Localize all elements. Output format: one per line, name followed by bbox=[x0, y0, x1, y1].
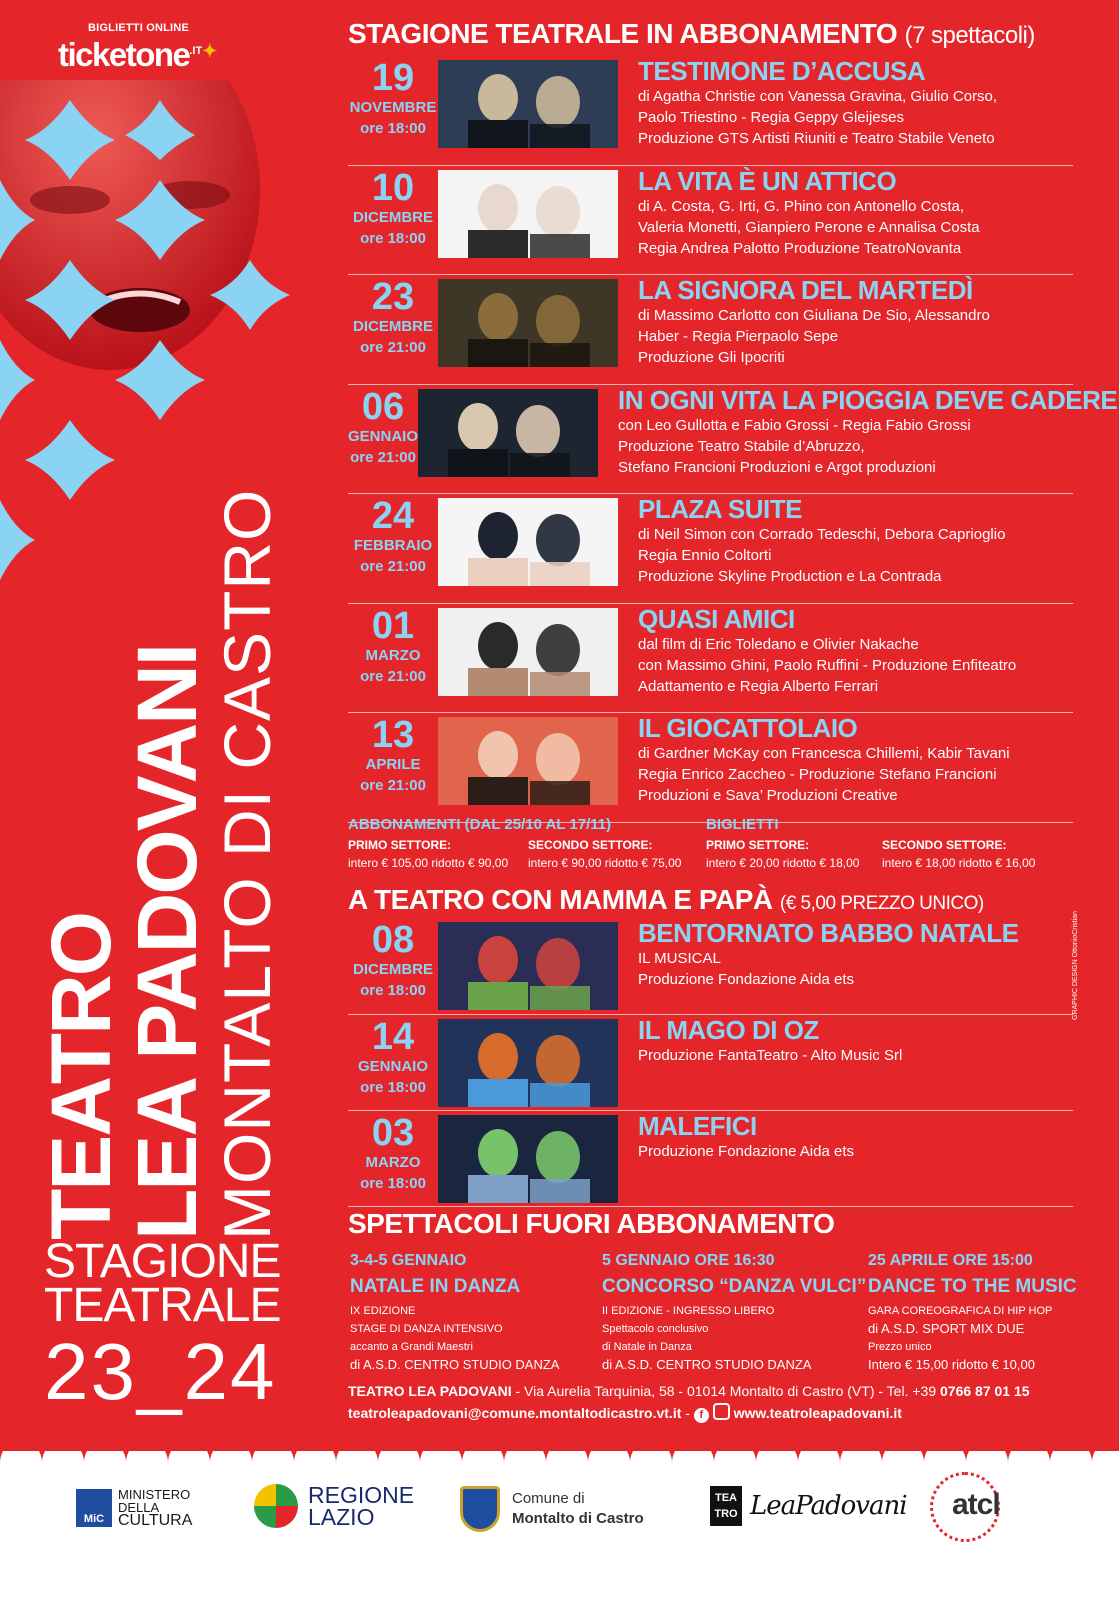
scallop bbox=[714, 1451, 756, 1473]
show-credit-line: Regia Ennio Coltorti bbox=[638, 547, 772, 564]
show-date bbox=[348, 56, 438, 165]
contacts bbox=[348, 1380, 1030, 1424]
scallop bbox=[546, 1451, 588, 1473]
fuori-date: 5 GENNAIO ORE 16:30 bbox=[602, 1252, 775, 1269]
show-time: ore 18:00 bbox=[360, 1175, 426, 1192]
fuori-line: IX EDIZIONE bbox=[350, 1305, 416, 1317]
mic-line2: DELLA bbox=[118, 1500, 160, 1515]
show-date bbox=[348, 166, 438, 275]
show-credit-line: Produzione Fondazione Aida ets bbox=[638, 1143, 854, 1160]
mic-line1: MINISTERO bbox=[118, 1487, 191, 1502]
show-date bbox=[348, 918, 438, 1014]
vertical-title bbox=[34, 488, 284, 1240]
show-photo bbox=[438, 922, 618, 1010]
section-title-family bbox=[348, 884, 984, 916]
lazio-emblem-icon bbox=[254, 1484, 298, 1528]
scallop bbox=[504, 1451, 546, 1473]
show-month: DICEMBRE bbox=[352, 318, 433, 335]
fuori-event-title: CONCORSO “DANZA VULCI” bbox=[602, 1276, 867, 1297]
show-photo bbox=[438, 279, 618, 367]
fuori-line: accanto a Grandi Maestri bbox=[350, 1341, 473, 1353]
show-date bbox=[348, 713, 438, 822]
left-panel bbox=[0, 0, 345, 1490]
scallop bbox=[966, 1451, 1008, 1473]
show-month: NOVEMBRE bbox=[349, 99, 437, 116]
season-year: 23_24 bbox=[44, 1327, 277, 1416]
show-day: 14 bbox=[371, 1016, 415, 1058]
show-month: DICEMBRE bbox=[352, 208, 433, 226]
family-show-row[interactable] bbox=[348, 918, 1073, 1015]
show-month: DICEMBRE bbox=[352, 961, 433, 978]
show-credit-line: Paolo Triestino - Regia Geppy Gleijeses bbox=[638, 109, 904, 126]
show-time: ore 18:00 bbox=[360, 120, 426, 137]
show-credit-line: Haber - Regia Pierpaolo Sepe bbox=[638, 328, 839, 345]
vertical-title-lea-padovani: LEA PADOVANI bbox=[120, 644, 214, 1240]
show-time: ore 18:00 bbox=[360, 1079, 426, 1096]
abb-primo-value: intero € 105,00 ridotto € 90,00 bbox=[348, 856, 509, 870]
abbonamento-title: STAGIONE TEATRALE IN ABBONAMENTO bbox=[348, 18, 898, 49]
show-month: FEBBRAIO bbox=[353, 537, 433, 554]
family-show-row[interactable] bbox=[348, 1111, 1073, 1207]
fuori-event[interactable] bbox=[602, 1250, 867, 1374]
fuori-title: SPETTACOLI FUORI ABBONAMENTO bbox=[348, 1208, 835, 1239]
logo-comune-montalto[interactable] bbox=[460, 1486, 644, 1532]
section-title-abbonamento bbox=[348, 18, 1073, 50]
show-credit-line: di A. Costa, G. Irti, G. Phino con Antonello Costa, bbox=[638, 197, 965, 215]
sponsor-footer bbox=[0, 1462, 1119, 1600]
fuori-line: di A.S.D. CENTRO STUDIO DANZA bbox=[350, 1357, 560, 1372]
show-credit-line: con Massimo Ghini, Paolo Ruffini - Produzione Enfiteatro bbox=[638, 656, 1017, 674]
family-show-row[interactable] bbox=[348, 1015, 1073, 1111]
section-fuori bbox=[348, 1208, 1077, 1372]
show-info bbox=[638, 713, 1073, 822]
ticket-small-label: BIGLIETTI ONLINE bbox=[88, 22, 189, 34]
abb-secondo-label: SECONDO SETTORE: bbox=[528, 838, 653, 852]
abb-secondo-value: intero € 90,00 ridotto € 75,00 bbox=[528, 856, 682, 870]
scallop bbox=[420, 1451, 462, 1473]
show-title: TESTIMONE D’ACCUSA bbox=[638, 56, 926, 86]
scallop bbox=[798, 1451, 840, 1473]
contact-email[interactable]: teatroleapadovani@comune.montaltodicastro.vt.it bbox=[348, 1405, 682, 1421]
abb-primo-label: PRIMO SETTORE: bbox=[348, 838, 452, 852]
scallop bbox=[336, 1451, 378, 1473]
show-title: LA SIGNORA DEL MARTEDÌ bbox=[638, 275, 973, 305]
show-time: ore 21:00 bbox=[360, 777, 426, 794]
show-credit-line: Produzioni e Sava’ Produzioni Creative bbox=[638, 787, 898, 804]
comune-crest-icon bbox=[460, 1486, 500, 1532]
show-row[interactable] bbox=[348, 384, 1118, 495]
show-date bbox=[348, 1015, 438, 1110]
show-day: 23 bbox=[371, 276, 415, 318]
show-credit-line: con Leo Gullotta e Fabio Grossi - Regia Fabio Grossi bbox=[618, 416, 971, 434]
show-date bbox=[348, 494, 438, 603]
show-info bbox=[638, 918, 1073, 1014]
contact-phone[interactable]: 0766 87 01 15 bbox=[940, 1383, 1030, 1399]
scallop bbox=[1050, 1451, 1092, 1473]
scallop bbox=[252, 1451, 294, 1473]
show-row[interactable] bbox=[348, 713, 1073, 823]
show-time: ore 21:00 bbox=[360, 339, 426, 356]
big-primo-value: intero € 20,00 ridotto € 18,00 bbox=[706, 856, 860, 870]
big-primo-label: PRIMO SETTORE: bbox=[706, 838, 810, 852]
show-time: ore 18:00 bbox=[360, 229, 426, 247]
fuori-line: Prezzo unico bbox=[868, 1341, 932, 1353]
show-photo bbox=[438, 1019, 618, 1107]
signature-text: LeaPadovani bbox=[750, 1491, 907, 1521]
show-month: GENNAIO bbox=[357, 1058, 428, 1075]
show-month: MARZO bbox=[365, 1154, 421, 1171]
show-credit-line: Valeria Monetti, Gianpiero Perone e Annalisa Costa bbox=[638, 218, 980, 236]
scallop bbox=[882, 1451, 924, 1473]
show-info bbox=[618, 385, 1117, 494]
fuori-line: STAGE DI DANZA INTENSIVO bbox=[350, 1323, 503, 1335]
teatro-badge-1: TEA bbox=[715, 1492, 737, 1504]
ticket-brand: ticketone bbox=[58, 36, 190, 73]
big-secondo-label: SECONDO SETTORE: bbox=[882, 838, 1007, 852]
contact-name: TEATRO LEA PADOVANI bbox=[348, 1383, 512, 1399]
show-info bbox=[638, 494, 1073, 603]
designer-credit: GRAPHIC DESIGN OttonioCristian bbox=[1072, 911, 1079, 1020]
show-day: 19 bbox=[371, 57, 415, 99]
scallop bbox=[462, 1451, 504, 1473]
show-info bbox=[638, 1111, 1073, 1206]
scallop bbox=[168, 1451, 210, 1473]
show-credit-line: Regia Enrico Zaccheo - Produzione Stefano Francioni bbox=[638, 766, 997, 783]
show-photo bbox=[438, 608, 618, 696]
show-title: IN OGNI VITA LA PIOGGIA DEVE CADERE bbox=[618, 384, 1118, 415]
teatro-badge-2: TRO bbox=[714, 1508, 738, 1520]
show-credit-line: di Massimo Carlotto con Giuliana De Sio, Alessandro bbox=[638, 307, 990, 324]
show-time: ore 21:00 bbox=[360, 558, 426, 575]
show-credit-line: IL MUSICAL bbox=[638, 950, 721, 967]
scallop bbox=[294, 1451, 336, 1473]
vertical-title-montalto: MONTALTO DI CASTRO bbox=[210, 488, 284, 1240]
show-credit-line: Produzione Teatro Stabile d’Abruzzo, bbox=[618, 437, 865, 455]
atcl-text: atcl bbox=[952, 1488, 1000, 1521]
star-icon: ✦ bbox=[202, 41, 216, 61]
fuori-date: 25 APRILE ORE 15:00 bbox=[868, 1252, 1033, 1269]
price-block bbox=[348, 816, 1073, 876]
scallop bbox=[630, 1451, 672, 1473]
fuori-event-title: NATALE IN DANZA bbox=[350, 1276, 521, 1297]
show-photo bbox=[438, 60, 618, 148]
abbonamento-subtitle: (7 spettacoli) bbox=[904, 22, 1035, 49]
season-stagione: STAGIONE bbox=[44, 1235, 281, 1288]
show-time: ore 18:00 bbox=[360, 982, 426, 999]
show-credit-line: Produzione Skyline Production e La Contrada bbox=[638, 568, 942, 585]
show-credit-line: Produzione FantaTeatro - Alto Music Srl bbox=[638, 1047, 903, 1064]
fuori-event[interactable] bbox=[350, 1250, 590, 1374]
fuori-line: di A.S.D. SPORT MIX DUE bbox=[868, 1321, 1025, 1336]
scallop bbox=[924, 1451, 966, 1473]
family-show-list bbox=[348, 918, 1073, 1207]
show-title: LA VITA È UN ATTICO bbox=[638, 165, 897, 196]
scallop bbox=[84, 1451, 126, 1473]
abbonamenti-heading: ABBONAMENTI (DAL 25/10 AL 17/11) bbox=[348, 816, 612, 833]
logo-teatro-lea-padovani[interactable] bbox=[710, 1486, 907, 1526]
logo-ministero-cultura[interactable] bbox=[76, 1488, 192, 1527]
scalloped-edge bbox=[0, 1451, 1119, 1473]
show-credit-line: Produzione GTS Artisti Riuniti e Teatro Stabile Veneto bbox=[638, 130, 995, 147]
show-credit-line: Adattamento e Regia Alberto Ferrari bbox=[638, 677, 879, 695]
family-title: A TEATRO CON MAMMA E PAPÀ bbox=[348, 884, 773, 915]
show-day: 13 bbox=[371, 714, 415, 756]
show-credit-line: Produzione Fondazione Aida ets bbox=[638, 971, 854, 988]
show-day: 08 bbox=[371, 919, 415, 961]
show-title: BENTORNATO BABBO NATALE bbox=[638, 918, 1019, 948]
scallop bbox=[756, 1451, 798, 1473]
instagram-icon[interactable] bbox=[713, 1403, 730, 1420]
fuori-line: di Natale in Danza bbox=[602, 1341, 692, 1353]
scallop bbox=[840, 1451, 882, 1473]
show-day: 10 bbox=[371, 166, 415, 209]
show-title: IL GIOCATTOLAIO bbox=[638, 713, 858, 743]
comune-line1: Comune di bbox=[512, 1490, 585, 1507]
show-photo bbox=[438, 498, 618, 586]
show-time: ore 21:00 bbox=[360, 667, 426, 685]
contact-sep: - bbox=[681, 1405, 694, 1421]
fuori-line: Spettacolo conclusivo bbox=[602, 1323, 709, 1335]
show-info bbox=[638, 1015, 1073, 1110]
contact-website[interactable]: www.teatroleapadovani.it bbox=[733, 1405, 902, 1421]
show-photo bbox=[438, 1115, 618, 1203]
show-date bbox=[348, 604, 438, 713]
show-credit-line: Produzione Gli Ipocriti bbox=[638, 349, 785, 366]
ticketone-logo[interactable] bbox=[58, 22, 216, 72]
show-title: QUASI AMICI bbox=[638, 603, 795, 634]
show-day: 24 bbox=[371, 495, 415, 537]
scallop bbox=[1008, 1451, 1050, 1473]
show-photo bbox=[438, 717, 618, 805]
fuori-line: di A.S.D. CENTRO STUDIO DANZA bbox=[602, 1357, 812, 1372]
show-day: 06 bbox=[361, 385, 405, 428]
show-photo bbox=[418, 389, 598, 477]
show-info bbox=[638, 166, 1073, 275]
scallop bbox=[588, 1451, 630, 1473]
ticket-suffix: .IT bbox=[189, 45, 203, 57]
fuori-line: II EDIZIONE - INGRESSO LIBERO bbox=[602, 1305, 775, 1317]
fuori-line: Intero € 15,00 ridotto € 10,00 bbox=[868, 1357, 1035, 1372]
show-row[interactable] bbox=[348, 166, 1073, 276]
show-month: GENNAIO bbox=[348, 427, 419, 445]
facebook-icon[interactable]: f bbox=[694, 1408, 709, 1423]
vertical-title-teatro: TEATRO bbox=[34, 912, 128, 1240]
show-credit-line: Stefano Francioni Produzioni e Argot produzioni bbox=[618, 458, 936, 476]
mic-badge: MiC bbox=[76, 1489, 112, 1527]
scallop bbox=[378, 1451, 420, 1473]
scallop bbox=[0, 1451, 42, 1473]
show-photo bbox=[438, 170, 618, 258]
scallop bbox=[210, 1451, 252, 1473]
show-date bbox=[348, 1111, 438, 1206]
show-time: ore 21:00 bbox=[350, 448, 416, 466]
fuori-date: 3-4-5 GENNAIO bbox=[350, 1252, 467, 1269]
show-month: APRILE bbox=[365, 756, 421, 773]
show-credit-line: di Neil Simon con Corrado Tedeschi, Debora Caprioglio bbox=[638, 526, 1006, 543]
biglietti-heading: BIGLIETTI bbox=[706, 816, 779, 833]
show-info bbox=[638, 275, 1073, 384]
show-title: PLAZA SUITE bbox=[638, 494, 802, 524]
show-title: IL MAGO DI OZ bbox=[638, 1015, 819, 1045]
show-credit-line: di Agatha Christie con Vanessa Gravina, Giulio Corso, bbox=[638, 88, 998, 105]
comune-line2: Montalto di Castro bbox=[512, 1510, 644, 1527]
scallop bbox=[1092, 1451, 1119, 1473]
season-label bbox=[44, 1235, 281, 1416]
show-row[interactable] bbox=[348, 56, 1073, 166]
lazio-line2: LAZIO bbox=[308, 1504, 375, 1530]
lazio-line1: REGIONE bbox=[308, 1482, 415, 1508]
scallop bbox=[126, 1451, 168, 1473]
show-row[interactable] bbox=[348, 494, 1073, 604]
mic-line3: CULTURA bbox=[118, 1512, 193, 1529]
show-info bbox=[638, 56, 1073, 165]
show-date bbox=[348, 385, 418, 494]
scallop bbox=[672, 1451, 714, 1473]
fuori-line: GARA COREOGRAFICA DI HIP HOP bbox=[868, 1305, 1053, 1317]
show-date bbox=[348, 275, 438, 384]
family-subtitle: (€ 5,00 PREZZO UNICO) bbox=[779, 893, 984, 914]
season-teatrale: TEATRALE bbox=[44, 1279, 281, 1332]
show-day: 01 bbox=[371, 604, 415, 647]
show-info bbox=[638, 604, 1073, 713]
contact-address: - Via Aurelia Tarquinia, 58 - 01014 Montalto di Castro (VT) - Tel. +39 bbox=[511, 1383, 940, 1399]
logo-regione-lazio[interactable] bbox=[254, 1484, 414, 1528]
show-credit-line: dal film di Eric Toledano e Olivier Nakache bbox=[638, 635, 919, 653]
show-title: MALEFICI bbox=[638, 1111, 757, 1141]
fuori-event[interactable] bbox=[868, 1250, 1108, 1374]
show-list bbox=[348, 56, 1118, 823]
show-row[interactable] bbox=[348, 275, 1073, 385]
show-row[interactable] bbox=[348, 604, 1073, 714]
scallop bbox=[42, 1451, 84, 1473]
show-credit-line: di Gardner McKay con Francesca Chillemi, Kabir Tavani bbox=[638, 745, 1010, 762]
big-secondo-value: intero € 18,00 ridotto € 16,00 bbox=[882, 856, 1036, 870]
show-credit-line: Regia Andrea Palotto Produzione TeatroNovanta bbox=[638, 239, 962, 257]
fuori-event-title: DANCE TO THE MUSIC bbox=[868, 1276, 1077, 1297]
show-day: 03 bbox=[371, 1112, 415, 1154]
show-month: MARZO bbox=[365, 646, 421, 664]
